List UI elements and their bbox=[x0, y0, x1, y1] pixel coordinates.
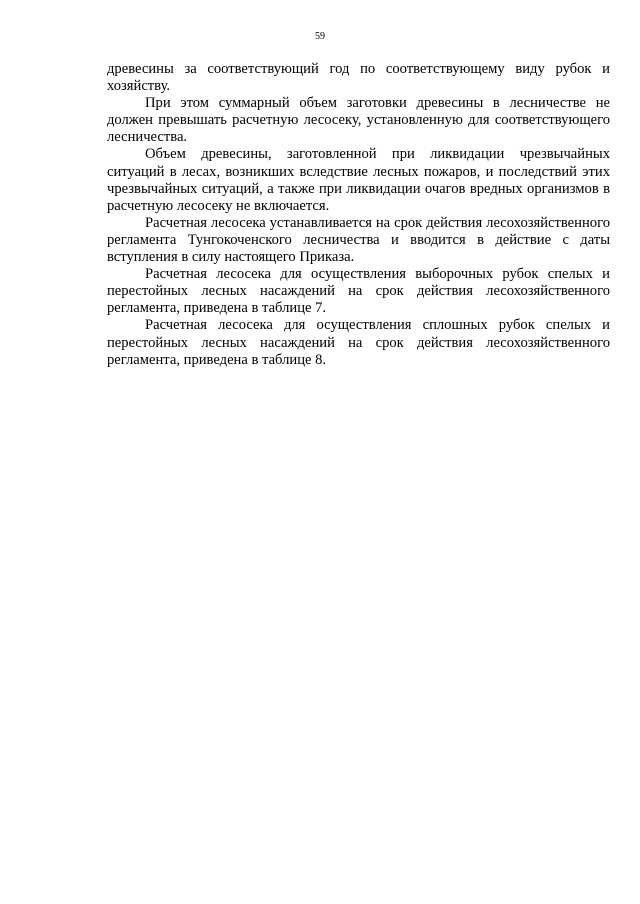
paragraph-2: При этом суммарный объем заготовки древесины в лесничестве не должен превышать расчетную лесосеку, установленную для соответствующего лесничества. bbox=[107, 95, 610, 146]
paragraph-3: Объем древесины, заготовленной при ликвидации чрезвычайных ситуаций в лесах, возникших вследствие лесных пожаров, и последствий этих чрезвычайных ситуаций, а также при ликвидации очагов вредных организмов в расчетную лесосеку не включается. bbox=[107, 146, 610, 214]
document-body bbox=[107, 61, 610, 369]
paragraph-1: древесины за соответствующий год по соответствующему виду рубок и хозяйству. bbox=[107, 61, 610, 95]
paragraph-6: Расчетная лесосека для осуществления сплошных рубок спелых и перестойных лесных насаждений на срок действия лесохозяйственного регламента, приведена в таблице 8. bbox=[107, 317, 610, 368]
paragraph-5: Расчетная лесосека для осуществления выборочных рубок спелых и перестойных лесных насаждений на срок действия лесохозяйственного регламента, приведена в таблице 7. bbox=[107, 266, 610, 317]
paragraph-4: Расчетная лесосека устанавливается на срок действия лесохозяйственного регламента Тунгокоченского лесничества и вводится в действие с даты вступления в силу настоящего Приказа. bbox=[107, 214, 610, 266]
page-number: 59 bbox=[315, 31, 325, 42]
